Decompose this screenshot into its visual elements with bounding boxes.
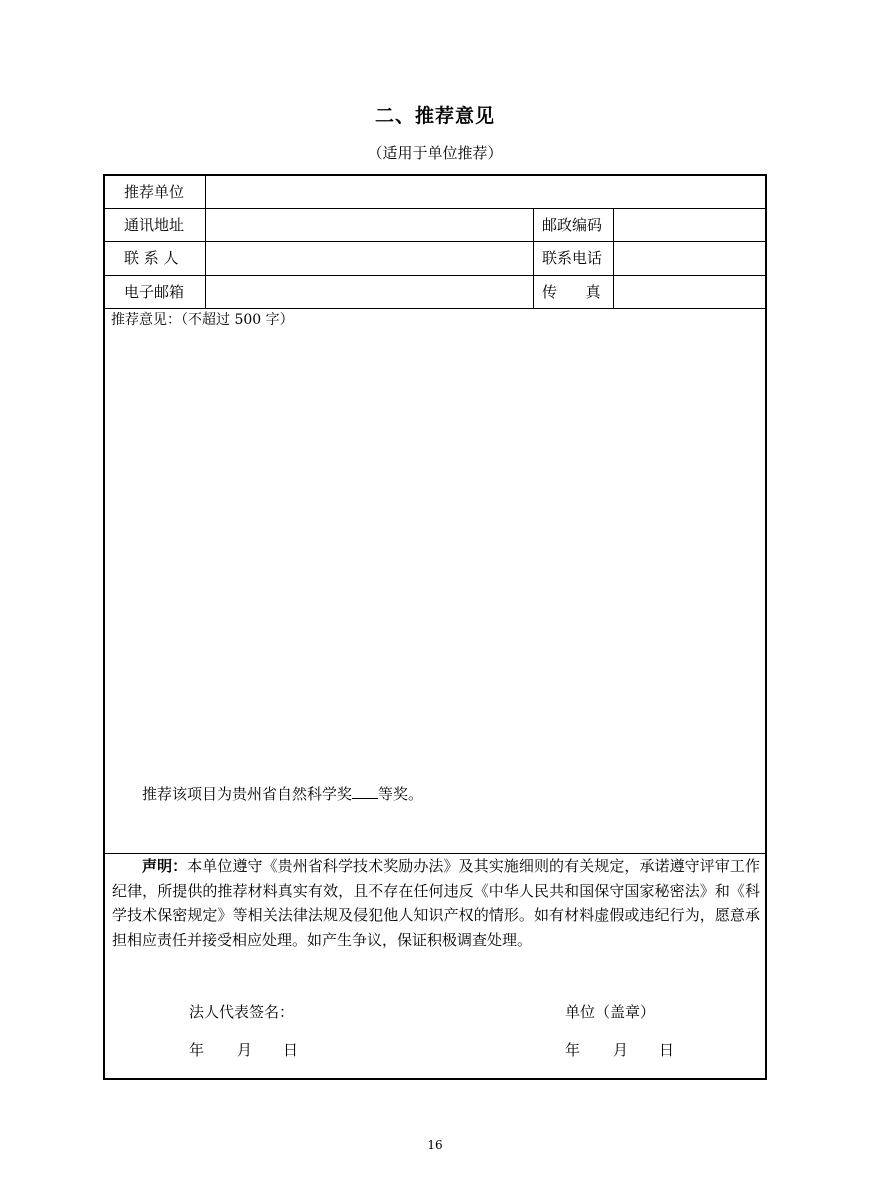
page-title: 二、推荐意见 [374, 105, 495, 127]
unit-seal-label: 单位（盖章） [565, 1003, 656, 1021]
email-label: 电子邮箱 [124, 283, 185, 301]
unit-seal-date [565, 1040, 674, 1060]
row-divider [105, 275, 765, 276]
column-divider [205, 176, 206, 308]
declaration [112, 854, 760, 952]
date-month: 月 [237, 1041, 253, 1059]
contact-label: 联 系 人 [124, 249, 179, 267]
row-divider [105, 308, 765, 309]
recommendation-form [103, 174, 767, 1080]
phone-label: 联系电话 [542, 249, 603, 267]
opinion-label: 推荐意见：（不超过 500 字） [111, 312, 294, 328]
column-divider [533, 208, 534, 308]
date-day: 日 [283, 1041, 299, 1059]
column-divider [613, 208, 614, 308]
row-divider [105, 208, 765, 209]
declaration-lead: 声明： [142, 857, 188, 875]
row-divider [105, 241, 765, 242]
page-number: 16 [427, 1138, 443, 1152]
address-label: 通讯地址 [124, 216, 185, 234]
declaration-text: 本单位遵守《贵州省科学技术奖励办法》及其实施细则的有关规定，承诺遵守评审工作纪律，所提供的推荐材料真实有效，且不存在任何违反《中华人民共和国保守国家秘密法》和《科学技术保密规定》等相关法律法规及侵犯他人知识产权的情形。如有材料虚假或违纪行为，愿意承担相应责任并接受相应处理。如产生争议，保证积极调查处理。 [112, 857, 760, 949]
page-subtitle: （适用于单位推荐） [367, 144, 503, 162]
postcode-label: 邮政编码 [542, 216, 603, 234]
legal-rep-signature-label: 法人代表签名： [189, 1003, 295, 1021]
recommend-suffix: 等奖。 [378, 785, 424, 803]
date-day: 日 [659, 1041, 675, 1059]
legal-rep-date [189, 1040, 298, 1060]
date-month: 月 [613, 1041, 629, 1059]
recommend-prefix: 推荐该项目为贵州省自然科学奖 [142, 785, 353, 803]
recommend-unit-label: 推荐单位 [124, 183, 185, 201]
recommend-award-line [142, 784, 423, 804]
award-grade-blank[interactable] [352, 784, 378, 799]
date-year: 年 [189, 1041, 205, 1059]
date-year: 年 [565, 1041, 581, 1059]
fax-label: 传 真 [542, 283, 601, 301]
